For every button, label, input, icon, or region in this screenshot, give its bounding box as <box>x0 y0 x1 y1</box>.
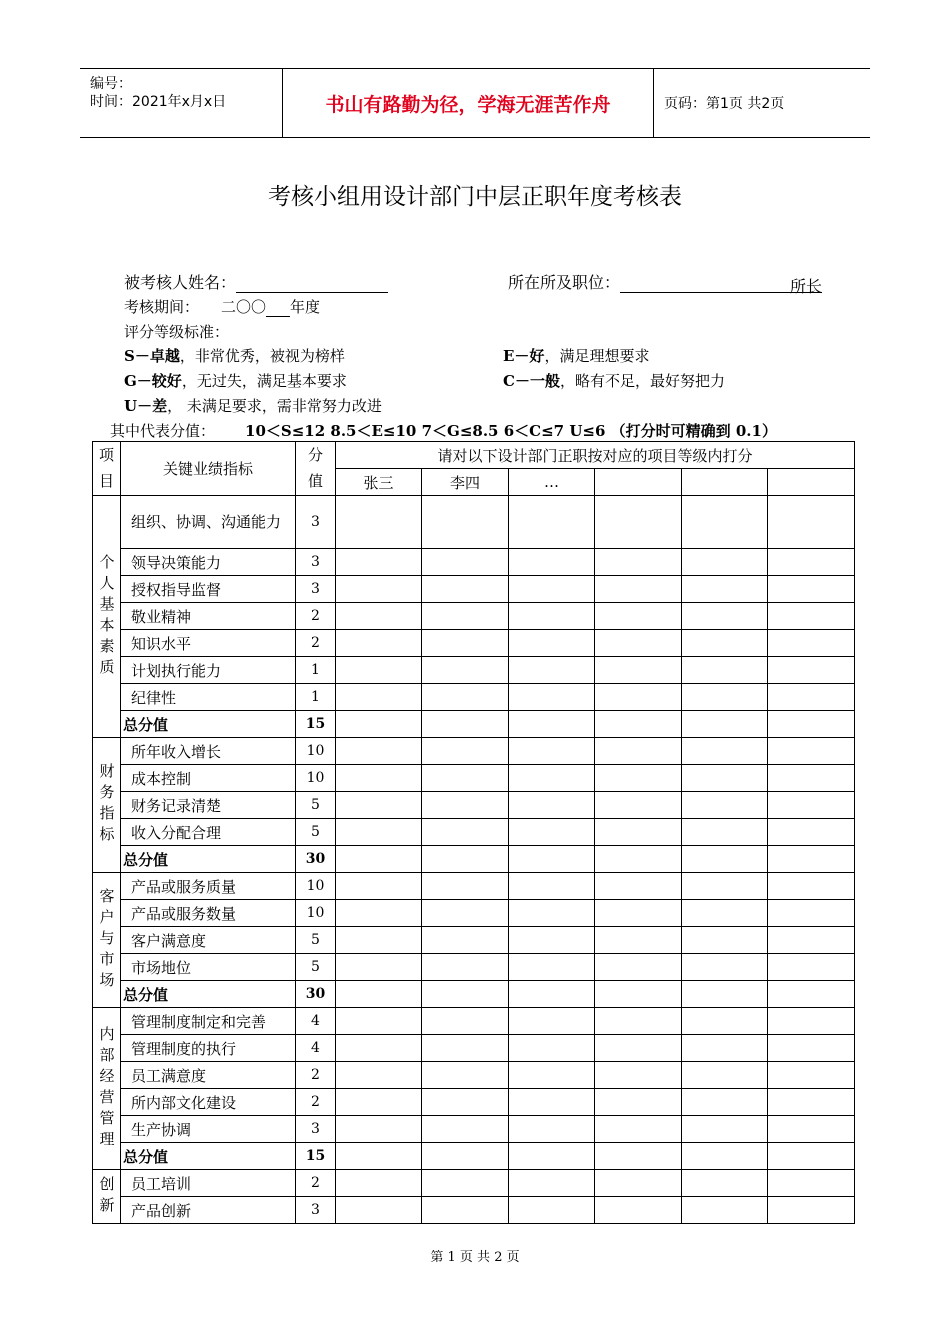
rating-input-cell[interactable] <box>595 792 682 819</box>
rating-input-cell[interactable] <box>422 900 509 927</box>
rating-input-cell[interactable] <box>422 1116 509 1143</box>
standard-label: 评分等级标准： <box>124 323 230 341</box>
score-cell: 3 <box>296 549 336 576</box>
rating-input-cell[interactable] <box>768 603 855 630</box>
indicator-cell: 授权指导监督 <box>121 576 296 603</box>
rating-input-cell[interactable] <box>682 765 768 792</box>
rating-input-cell[interactable] <box>509 657 595 684</box>
rating-input-cell[interactable] <box>595 927 682 954</box>
rating-input-cell[interactable] <box>422 873 509 900</box>
indicator-cell: 计划执行能力 <box>121 657 296 684</box>
table-row <box>93 738 855 765</box>
rating-input-cell[interactable] <box>682 873 768 900</box>
rating-input-cell[interactable] <box>768 1008 855 1035</box>
indicator-cell: 知识水平 <box>121 630 296 657</box>
table-row <box>93 1197 855 1224</box>
table-row <box>93 1170 855 1197</box>
rating-input-cell[interactable] <box>422 576 509 603</box>
person-name: … <box>509 469 595 496</box>
rating-input-cell[interactable] <box>682 630 768 657</box>
table-row <box>93 684 855 711</box>
indicator-cell: 员工满意度 <box>121 1062 296 1089</box>
score-cell: 10 <box>296 738 336 765</box>
total-row <box>93 711 855 738</box>
rating-input-cell[interactable] <box>595 873 682 900</box>
score-cell: 3 <box>296 1197 336 1224</box>
rating-input-cell[interactable] <box>422 792 509 819</box>
table-row <box>93 1035 855 1062</box>
rating-input-cell[interactable] <box>509 1143 595 1170</box>
person-name-empty <box>682 469 768 496</box>
table-row <box>93 549 855 576</box>
rating-input-cell[interactable] <box>682 819 768 846</box>
header-meta <box>80 69 282 137</box>
rating-input-cell[interactable] <box>768 1062 855 1089</box>
score-cell: 3 <box>296 1116 336 1143</box>
rating-input-cell[interactable] <box>422 846 509 873</box>
rating-input-cell[interactable] <box>595 954 682 981</box>
rating-input-cell[interactable] <box>336 1062 422 1089</box>
score-cell: 2 <box>296 630 336 657</box>
rating-input-cell[interactable] <box>422 738 509 765</box>
indicator-cell: 产品创新 <box>121 1197 296 1224</box>
total-value: 30 <box>296 981 336 1008</box>
rating-input-cell[interactable] <box>768 496 855 549</box>
rating-input-cell[interactable] <box>509 819 595 846</box>
period-blank[interactable] <box>266 300 290 317</box>
rating-input-cell[interactable] <box>509 1062 595 1089</box>
rating-input-cell[interactable] <box>768 954 855 981</box>
grade-g: G－较好，无过失，满足基本要求 <box>124 372 347 390</box>
rating-input-cell[interactable] <box>422 1170 509 1197</box>
table-row <box>93 630 855 657</box>
rating-input-cell[interactable] <box>595 1143 682 1170</box>
rating-input-cell[interactable] <box>336 738 422 765</box>
total-row <box>93 846 855 873</box>
rating-input-cell[interactable] <box>595 576 682 603</box>
rating-input-cell[interactable] <box>682 1062 768 1089</box>
rating-input-cell[interactable] <box>509 738 595 765</box>
score-cell: 5 <box>296 819 336 846</box>
rating-input-cell[interactable] <box>509 1035 595 1062</box>
position-suffix: 所长 <box>790 277 823 296</box>
rating-input-cell[interactable] <box>595 900 682 927</box>
rating-input-cell[interactable] <box>336 900 422 927</box>
grade-s: S－卓越，非常优秀，被视为榜样 <box>124 347 345 365</box>
score-cell: 5 <box>296 792 336 819</box>
rating-input-cell[interactable] <box>768 900 855 927</box>
rating-input-cell[interactable] <box>682 684 768 711</box>
rating-input-cell[interactable] <box>682 549 768 576</box>
rating-input-cell[interactable] <box>509 765 595 792</box>
rating-input-cell[interactable] <box>682 927 768 954</box>
rating-input-cell[interactable] <box>422 954 509 981</box>
rating-input-cell[interactable] <box>768 1035 855 1062</box>
score-cell: 4 <box>296 1035 336 1062</box>
rating-input-cell[interactable] <box>509 576 595 603</box>
rating-input-cell[interactable] <box>422 1008 509 1035</box>
score-cell: 1 <box>296 684 336 711</box>
rating-input-cell[interactable] <box>336 711 422 738</box>
rating-input-cell[interactable] <box>768 873 855 900</box>
total-label: 总分值 <box>121 981 296 1008</box>
table-row <box>93 954 855 981</box>
rating-input-cell[interactable] <box>682 1008 768 1035</box>
indicator-cell: 纪律性 <box>121 684 296 711</box>
rating-input-cell[interactable] <box>509 900 595 927</box>
score-cell: 4 <box>296 1008 336 1035</box>
rating-input-cell[interactable] <box>682 711 768 738</box>
table-row <box>93 873 855 900</box>
total-label: 总分值 <box>121 846 296 873</box>
rating-input-cell[interactable] <box>509 549 595 576</box>
rating-input-cell[interactable] <box>336 576 422 603</box>
indicator-cell: 生产协调 <box>121 1116 296 1143</box>
indicator-cell: 管理制度的执行 <box>121 1035 296 1062</box>
rating-input-cell[interactable] <box>682 496 768 549</box>
score-cell: 2 <box>296 603 336 630</box>
rating-input-cell[interactable] <box>682 1089 768 1116</box>
rating-input-cell[interactable] <box>682 1170 768 1197</box>
table-row <box>93 1062 855 1089</box>
rating-input-cell[interactable] <box>682 576 768 603</box>
rating-input-cell[interactable] <box>595 738 682 765</box>
table-row <box>93 657 855 684</box>
category-cell: 创新 <box>93 1170 121 1224</box>
category-cell: 内部经营管理 <box>93 1008 121 1170</box>
rating-input-cell[interactable] <box>336 1116 422 1143</box>
rating-input-cell[interactable] <box>422 657 509 684</box>
rating-input-cell[interactable] <box>336 1143 422 1170</box>
indicator-cell: 收入分配合理 <box>121 819 296 846</box>
rating-input-cell[interactable] <box>336 954 422 981</box>
indicator-cell: 所内部文化建设 <box>121 1089 296 1116</box>
rating-input-cell[interactable] <box>768 684 855 711</box>
rating-input-cell[interactable] <box>422 684 509 711</box>
rating-input-cell[interactable] <box>595 1116 682 1143</box>
rating-input-cell[interactable] <box>422 549 509 576</box>
rating-input-cell[interactable] <box>509 684 595 711</box>
person-name-empty <box>768 469 855 496</box>
rating-input-cell[interactable] <box>336 1089 422 1116</box>
rating-input-cell[interactable] <box>336 1197 422 1224</box>
rating-input-cell[interactable] <box>682 1116 768 1143</box>
total-value: 15 <box>296 1143 336 1170</box>
rating-input-cell[interactable] <box>422 1035 509 1062</box>
rating-input-cell[interactable] <box>509 711 595 738</box>
table-row <box>93 792 855 819</box>
rating-input-cell[interactable] <box>768 1089 855 1116</box>
page-title: 考核小组用设计部门中层正职年度考核表 <box>268 184 682 210</box>
total-value: 15 <box>296 711 336 738</box>
rating-input-cell[interactable] <box>595 1062 682 1089</box>
score-cell: 2 <box>296 1062 336 1089</box>
table-row <box>93 765 855 792</box>
rating-input-cell[interactable] <box>509 603 595 630</box>
rating-input-cell[interactable] <box>768 792 855 819</box>
page-header <box>80 68 870 138</box>
score-cell: 10 <box>296 900 336 927</box>
rating-input-cell[interactable] <box>768 711 855 738</box>
score-cell: 2 <box>296 1089 336 1116</box>
total-value: 30 <box>296 846 336 873</box>
rating-input-cell[interactable] <box>336 981 422 1008</box>
rating-input-cell[interactable] <box>509 873 595 900</box>
rating-input-cell[interactable] <box>509 846 595 873</box>
total-label: 总分值 <box>121 1143 296 1170</box>
position-field: 所在所及职位： 所长 <box>508 273 823 296</box>
rating-input-cell[interactable] <box>682 1143 768 1170</box>
rating-input-cell[interactable] <box>682 792 768 819</box>
col-indicator-header: 关键业绩指标 <box>121 442 296 496</box>
indicator-cell: 财务记录清楚 <box>121 792 296 819</box>
rating-input-cell[interactable] <box>595 1197 682 1224</box>
rating-input-cell[interactable] <box>595 1170 682 1197</box>
rating-input-cell[interactable] <box>768 738 855 765</box>
table-row <box>93 496 855 549</box>
indicator-cell: 客户满意度 <box>121 927 296 954</box>
rating-table <box>92 441 855 1224</box>
score-cell: 10 <box>296 873 336 900</box>
rating-input-cell[interactable] <box>336 927 422 954</box>
indicator-cell: 敬业精神 <box>121 603 296 630</box>
score-cell: 3 <box>296 576 336 603</box>
rating-input-cell[interactable] <box>509 630 595 657</box>
rating-input-cell[interactable] <box>595 711 682 738</box>
col-score-header: 分值 <box>296 442 336 496</box>
rating-input-cell[interactable] <box>595 819 682 846</box>
person-name: 张三 <box>336 469 422 496</box>
grade-e: E－好，满足理想要求 <box>503 347 650 365</box>
category-cell: 财务指标 <box>93 738 121 873</box>
rating-input-cell[interactable] <box>336 765 422 792</box>
rating-input-cell[interactable] <box>336 1170 422 1197</box>
period-value: 二〇〇 <box>221 298 267 316</box>
score-cell: 10 <box>296 765 336 792</box>
grade-c: C－一般，略有不足，最好努把力 <box>503 372 725 390</box>
category-cell: 个人基本素质 <box>93 496 121 738</box>
rating-input-cell[interactable] <box>595 496 682 549</box>
position-blank[interactable] <box>620 274 823 296</box>
rating-input-cell[interactable] <box>422 765 509 792</box>
rating-input-cell[interactable] <box>336 1035 422 1062</box>
rating-input-cell[interactable] <box>336 657 422 684</box>
name-field: 被考核人姓名： <box>124 270 388 293</box>
rating-input-cell[interactable] <box>595 603 682 630</box>
rating-input-cell[interactable] <box>509 792 595 819</box>
rating-input-cell[interactable] <box>595 1035 682 1062</box>
rating-input-cell[interactable] <box>509 1197 595 1224</box>
rating-input-cell[interactable] <box>422 1197 509 1224</box>
score-cell: 5 <box>296 954 336 981</box>
rating-input-cell[interactable] <box>768 819 855 846</box>
rating-input-cell[interactable] <box>509 927 595 954</box>
rating-input-cell[interactable] <box>422 927 509 954</box>
rating-input-cell[interactable] <box>509 954 595 981</box>
rating-input-cell[interactable] <box>768 765 855 792</box>
rating-input-cell[interactable] <box>682 981 768 1008</box>
rating-input-cell[interactable] <box>768 981 855 1008</box>
rating-input-cell[interactable] <box>509 1170 595 1197</box>
rating-input-cell[interactable] <box>336 792 422 819</box>
indicator-cell: 组织、协调、沟通能力 <box>121 496 296 549</box>
rating-input-cell[interactable] <box>509 496 595 549</box>
table-row <box>93 1089 855 1116</box>
rating-input-cell[interactable] <box>336 630 422 657</box>
rating-input-cell[interactable] <box>595 846 682 873</box>
rating-input-cell[interactable] <box>768 1170 855 1197</box>
rating-input-cell[interactable] <box>422 711 509 738</box>
total-row <box>93 981 855 1008</box>
indicator-cell: 所年收入增长 <box>121 738 296 765</box>
indicator-cell: 领导决策能力 <box>121 549 296 576</box>
category-cell: 客户与市场 <box>93 873 121 1008</box>
rating-input-cell[interactable] <box>336 1008 422 1035</box>
rating-input-cell[interactable] <box>422 819 509 846</box>
rating-input-cell[interactable] <box>595 657 682 684</box>
rating-input-cell[interactable] <box>768 657 855 684</box>
rating-input-cell[interactable] <box>768 1116 855 1143</box>
indicator-cell: 员工培训 <box>121 1170 296 1197</box>
rating-input-cell[interactable] <box>768 1197 855 1224</box>
rating-input-cell[interactable] <box>422 1089 509 1116</box>
rating-input-cell[interactable] <box>595 765 682 792</box>
rating-input-cell[interactable] <box>682 846 768 873</box>
rating-input-cell[interactable] <box>682 900 768 927</box>
rating-input-cell[interactable] <box>422 496 509 549</box>
rating-input-cell[interactable] <box>422 1143 509 1170</box>
rating-input-cell[interactable] <box>422 630 509 657</box>
table-row <box>93 1008 855 1035</box>
rating-input-cell[interactable] <box>336 819 422 846</box>
rating-input-cell[interactable] <box>422 1062 509 1089</box>
indicator-cell: 成本控制 <box>121 765 296 792</box>
person-name: 李四 <box>422 469 509 496</box>
rating-input-cell[interactable] <box>336 846 422 873</box>
table-row <box>93 603 855 630</box>
rating-input-cell[interactable] <box>768 846 855 873</box>
rating-input-cell[interactable] <box>336 549 422 576</box>
person-name-empty <box>595 469 682 496</box>
rating-input-cell[interactable] <box>422 981 509 1008</box>
serial-label: 编号： <box>90 76 132 92</box>
indicator-cell: 产品或服务数量 <box>121 900 296 927</box>
rating-input-cell[interactable] <box>336 603 422 630</box>
rating-input-cell[interactable] <box>595 630 682 657</box>
rating-input-cell[interactable] <box>422 603 509 630</box>
rating-input-cell[interactable] <box>682 954 768 981</box>
col-rating-header: 请对以下设计部门正职按对应的项目等级内打分 <box>336 442 855 469</box>
rating-input-cell[interactable] <box>768 927 855 954</box>
score-ranges: 其中代表分值： 10＜S≤12 8.5＜E≤10 7＜G≤8.5 6＜C≤7 U≤6 （打分时可精确到 0.1） <box>110 422 777 440</box>
rating-input-cell[interactable] <box>509 1008 595 1035</box>
page-number: 页码：第1页 共2页 <box>664 96 785 112</box>
name-blank[interactable] <box>236 274 388 293</box>
rating-input-cell[interactable] <box>682 657 768 684</box>
table-row <box>93 927 855 954</box>
table-header-row <box>93 442 855 469</box>
rating-input-cell[interactable] <box>509 1116 595 1143</box>
table-row <box>93 576 855 603</box>
rating-input-cell[interactable] <box>509 1089 595 1116</box>
period-field: 考核期间： 二〇〇 年度 <box>124 298 321 316</box>
rating-input-cell[interactable] <box>595 1008 682 1035</box>
time-label: 时间：2021年x月x日 <box>90 94 227 110</box>
rating-input-cell[interactable] <box>336 873 422 900</box>
rating-input-cell[interactable] <box>768 1143 855 1170</box>
grade-u: U－差， 未满足要求，需非常努力改进 <box>124 397 382 415</box>
score-cell: 2 <box>296 1170 336 1197</box>
total-row <box>93 1143 855 1170</box>
rating-input-cell[interactable] <box>768 549 855 576</box>
rating-input-cell[interactable] <box>336 684 422 711</box>
col-item-header: 项目 <box>93 442 121 496</box>
table-row <box>93 1116 855 1143</box>
rating-input-cell[interactable] <box>595 549 682 576</box>
table-row <box>93 900 855 927</box>
indicator-cell: 市场地位 <box>121 954 296 981</box>
indicator-cell: 管理制度制定和完善 <box>121 1008 296 1035</box>
rating-input-cell[interactable] <box>682 1197 768 1224</box>
rating-input-cell[interactable] <box>682 738 768 765</box>
score-cell: 5 <box>296 927 336 954</box>
motto: 书山有路勤为径，学海无涯苦作舟 <box>282 69 654 137</box>
rating-input-cell[interactable] <box>682 603 768 630</box>
rating-input-cell[interactable] <box>509 981 595 1008</box>
rating-input-cell[interactable] <box>595 1089 682 1116</box>
indicator-cell: 产品或服务质量 <box>121 873 296 900</box>
rating-input-cell[interactable] <box>336 496 422 549</box>
score-cell: 3 <box>296 496 336 549</box>
rating-input-cell[interactable] <box>595 981 682 1008</box>
rating-input-cell[interactable] <box>595 684 682 711</box>
table-row <box>93 819 855 846</box>
total-label: 总分值 <box>121 711 296 738</box>
score-cell: 1 <box>296 657 336 684</box>
rating-input-cell[interactable] <box>768 576 855 603</box>
rating-input-cell[interactable] <box>768 630 855 657</box>
rating-input-cell[interactable] <box>682 1035 768 1062</box>
page-footer: 第 1 页 共 2 页 <box>430 1250 520 1265</box>
